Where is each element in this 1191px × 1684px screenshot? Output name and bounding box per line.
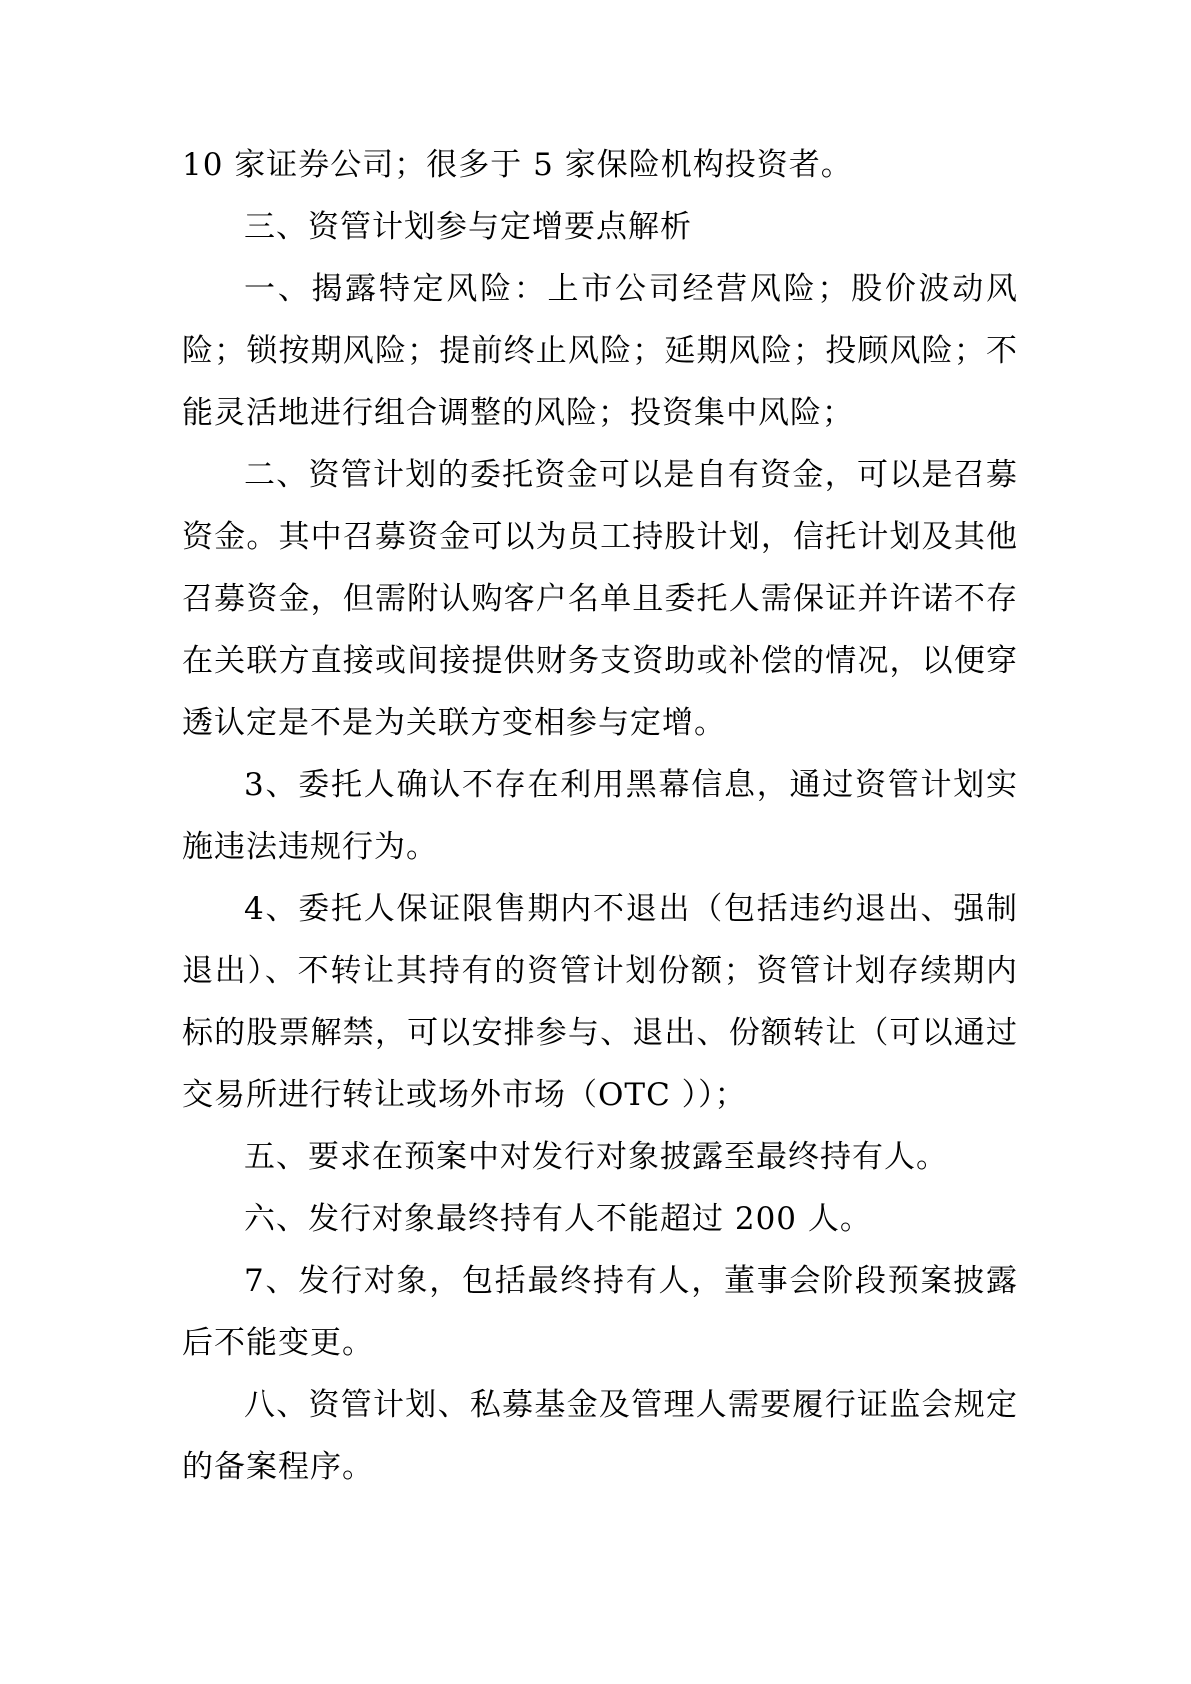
paragraph-intro-continuation: 10 家证券公司；很多于 5 家保险机构投资者。: [182, 147, 853, 183]
paragraph-point-3: 3、委托人确认不存在利用黑幕信息，通过资管计划实施违法违规行为。: [182, 767, 1018, 865]
paragraph-point-8: 八、资管计划、私募基金及管理人需要履行证监会规定的备案程序。: [182, 1387, 1018, 1485]
paragraph-point-1: 一、揭露特定风险：上市公司经营风险；股价波动风险；锁按期风险；提前终止风险；延期风险；投顾风险；不能灵活地进行组合调整的风险；投资集中风险；: [182, 271, 1018, 431]
paragraph-point-5: 五、要求在预案中对发行对象披露至最终持有人。: [244, 1139, 948, 1175]
document-body: [182, 134, 1018, 1498]
section-heading: 三、资管计划参与定增要点解析: [244, 209, 692, 245]
paragraph-point-7: 7、发行对象，包括最终持有人，董事会阶段预案披露后不能变更。: [182, 1263, 1018, 1361]
paragraph-point-4: 4、委托人保证限售期内不退出（包括违约退出、强制退出）、不转让其持有的资管计划份额；资管计划存续期内标的股票解禁，可以安排参与、退出、份额转让（可以通过交易所进行转让或场外市场（OTC ））；: [182, 891, 1018, 1113]
paragraph-point-2: 二、资管计划的委托资金可以是自有资金，可以是召募资金。其中召募资金可以为员工持股计划，信托计划及其他召募资金，但需附认购客户名单且委托人需保证并许诺不存在关联方直接或间接提供财务支资助或补偿的情况，以便穿透认定是不是为关联方变相参与定增。: [182, 457, 1018, 741]
paragraph-point-6: 六、发行对象最终持有人不能超过 200 人。: [244, 1201, 872, 1237]
